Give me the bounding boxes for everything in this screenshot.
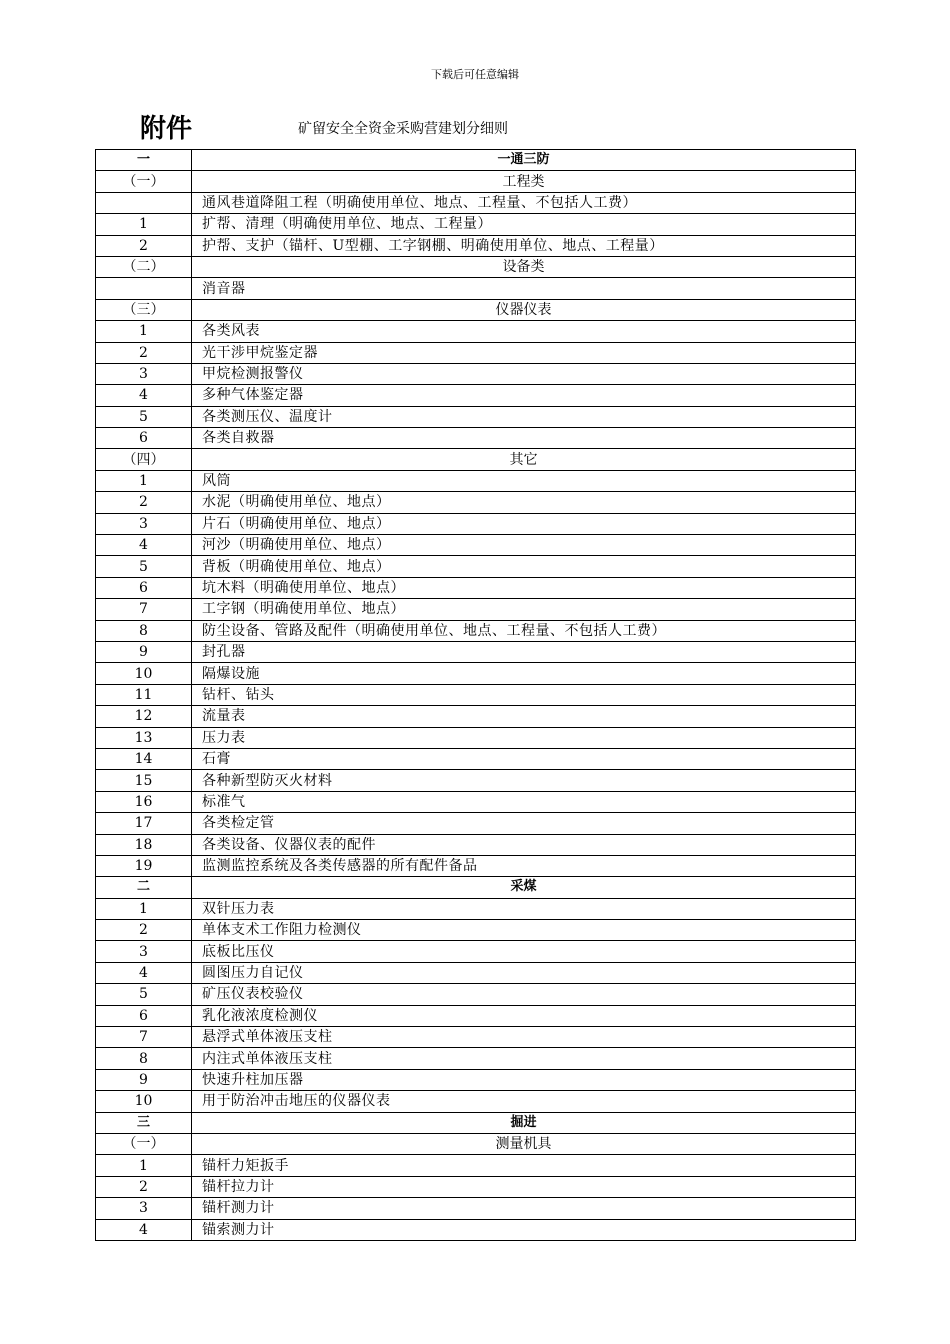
row-item-name: 背板（明确使用单位、地点） [192, 556, 856, 577]
row-number: 4 [96, 962, 192, 983]
row-number: 6 [96, 1005, 192, 1026]
row-category-name: 工程类 [192, 171, 856, 192]
table-row [96, 791, 856, 812]
row-number: 3 [96, 941, 192, 962]
row-number: 12 [96, 706, 192, 727]
row-number: 16 [96, 791, 192, 812]
row-number: （二） [96, 256, 192, 277]
row-item-name: 双针压力表 [192, 898, 856, 919]
row-number: 6 [96, 428, 192, 449]
row-number: 5 [96, 556, 192, 577]
row-category-name: 测量机具 [192, 1133, 856, 1154]
row-item-name: 封孔器 [192, 641, 856, 662]
table-row [96, 748, 856, 769]
row-number: 18 [96, 834, 192, 855]
row-item-name: 单体支术工作阻力检测仪 [192, 920, 856, 941]
table-row [96, 1005, 856, 1026]
table-row [96, 855, 856, 876]
row-number: （一） [96, 171, 192, 192]
table-row [96, 1027, 856, 1048]
table-row [96, 449, 856, 470]
table-row [96, 898, 856, 919]
row-item-name: 护帮、支护（锚杆、U型棚、工字钢棚、明确使用单位、地点、工程量） [192, 235, 856, 256]
row-number: 11 [96, 684, 192, 705]
row-number: 1 [96, 321, 192, 342]
row-item-name: 各类设备、仪器仪表的配件 [192, 834, 856, 855]
row-item-name: 快速升柱加压器 [192, 1069, 856, 1090]
row-category-name: 掘进 [192, 1112, 856, 1133]
table-row [96, 342, 856, 363]
row-number: 19 [96, 855, 192, 876]
row-number: 5 [96, 406, 192, 427]
table-row [96, 684, 856, 705]
row-number: 3 [96, 363, 192, 384]
row-number: 13 [96, 727, 192, 748]
table-row [96, 278, 856, 299]
row-number [96, 278, 192, 299]
table-row [96, 406, 856, 427]
table-row [96, 1176, 856, 1197]
row-number: 6 [96, 577, 192, 598]
row-item-name: 通风巷道降阻工程（明确使用单位、地点、工程量、不包括人工费） [192, 192, 856, 213]
row-item-name: 多种气体鉴定器 [192, 385, 856, 406]
row-category-name: 其它 [192, 449, 856, 470]
row-item-name: 乳化液浓度检测仪 [192, 1005, 856, 1026]
row-number: （四） [96, 449, 192, 470]
row-number: 4 [96, 385, 192, 406]
row-number: （一） [96, 1133, 192, 1154]
table-row [96, 470, 856, 491]
row-number: 10 [96, 663, 192, 684]
row-number: 3 [96, 1198, 192, 1219]
table-row [96, 577, 856, 598]
table-row [96, 256, 856, 277]
row-item-name: 锚杆拉力计 [192, 1176, 856, 1197]
row-item-name: 坑木料（明确使用单位、地点） [192, 577, 856, 598]
row-category-name: 一通三防 [192, 150, 856, 171]
table-row [96, 556, 856, 577]
row-item-name: 石膏 [192, 748, 856, 769]
table-row [96, 192, 856, 213]
table-row [96, 428, 856, 449]
row-item-name: 风筒 [192, 470, 856, 491]
row-number: 2 [96, 342, 192, 363]
table-row [96, 385, 856, 406]
row-number: 2 [96, 235, 192, 256]
budget-detail-table [95, 149, 856, 1241]
table-row [96, 770, 856, 791]
row-number: 7 [96, 599, 192, 620]
row-item-name: 矿压仪表校验仪 [192, 984, 856, 1005]
table-row [96, 641, 856, 662]
table-row [96, 1112, 856, 1133]
row-item-name: 锚杆测力计 [192, 1198, 856, 1219]
row-number: （三） [96, 299, 192, 320]
row-number: 一 [96, 150, 192, 171]
row-category-name: 设备类 [192, 256, 856, 277]
row-item-name: 各类风表 [192, 321, 856, 342]
table-row [96, 535, 856, 556]
row-item-name: 内注式单体液压支柱 [192, 1048, 856, 1069]
row-item-name: 压力表 [192, 727, 856, 748]
table-row [96, 235, 856, 256]
row-category-name: 采煤 [192, 877, 856, 898]
table-row [96, 1133, 856, 1154]
row-number: 9 [96, 1069, 192, 1090]
row-number: 15 [96, 770, 192, 791]
row-number: 4 [96, 535, 192, 556]
header-note: 下载后可任意编辑 [431, 68, 519, 81]
row-number: 8 [96, 1048, 192, 1069]
row-number: 3 [96, 513, 192, 534]
row-item-name: 锚索测力计 [192, 1219, 856, 1240]
row-number: 9 [96, 641, 192, 662]
row-number: 14 [96, 748, 192, 769]
table-row [96, 1069, 856, 1090]
row-item-name: 甲烷检测报警仪 [192, 363, 856, 384]
row-item-name: 钻杆、钻头 [192, 684, 856, 705]
row-number: 8 [96, 620, 192, 641]
table-row [96, 620, 856, 641]
row-item-name: 光干涉甲烷鉴定器 [192, 342, 856, 363]
row-item-name: 流量表 [192, 706, 856, 727]
row-number: 4 [96, 1219, 192, 1240]
row-item-name: 底板比压仪 [192, 941, 856, 962]
table-row [96, 513, 856, 534]
table-row [96, 1198, 856, 1219]
row-item-name: 圆图压力自记仪 [192, 962, 856, 983]
row-number: 1 [96, 214, 192, 235]
row-item-name: 水泥（明确使用单位、地点） [192, 492, 856, 513]
table-row [96, 150, 856, 171]
row-number: 1 [96, 470, 192, 491]
table-row [96, 363, 856, 384]
row-item-name: 工字钢（明确使用单位、地点） [192, 599, 856, 620]
table-row [96, 920, 856, 941]
row-number: 三 [96, 1112, 192, 1133]
row-item-name: 标准气 [192, 791, 856, 812]
row-number: 10 [96, 1091, 192, 1112]
row-number: 1 [96, 898, 192, 919]
row-number: 1 [96, 1155, 192, 1176]
row-number: 17 [96, 813, 192, 834]
table-row [96, 663, 856, 684]
row-item-name: 扩帮、清理（明确使用单位、地点、工程量） [192, 214, 856, 235]
row-item-name: 各类检定管 [192, 813, 856, 834]
row-number: 2 [96, 492, 192, 513]
table-row [96, 1155, 856, 1176]
row-category-name: 仪器仪表 [192, 299, 856, 320]
row-item-name: 悬浮式单体液压支柱 [192, 1027, 856, 1048]
table-row [96, 962, 856, 983]
row-number: 二 [96, 877, 192, 898]
table-row [96, 214, 856, 235]
table-row [96, 706, 856, 727]
table-row [96, 1091, 856, 1112]
table-row [96, 599, 856, 620]
table-row [96, 941, 856, 962]
table-row [96, 1219, 856, 1240]
row-item-name: 锚杆力矩扳手 [192, 1155, 856, 1176]
row-number: 2 [96, 1176, 192, 1197]
row-item-name: 各种新型防灭火材料 [192, 770, 856, 791]
row-item-name: 用于防治冲击地压的仪器仪表 [192, 1091, 856, 1112]
row-number: 5 [96, 984, 192, 1005]
table-row [96, 1048, 856, 1069]
row-item-name: 各类自救器 [192, 428, 856, 449]
row-number: 2 [96, 920, 192, 941]
row-item-name: 各类测压仪、温度计 [192, 406, 856, 427]
table-row [96, 877, 856, 898]
row-item-name: 消音器 [192, 278, 856, 299]
document-title: 矿留安全全资金采购营建划分细则 [298, 121, 508, 137]
table-body [96, 150, 856, 1241]
row-number: 7 [96, 1027, 192, 1048]
row-item-name: 防尘设备、管路及配件（明确使用单位、地点、工程量、不包括人工费） [192, 620, 856, 641]
table-row [96, 727, 856, 748]
row-item-name: 监测监控系统及各类传感器的所有配件备品 [192, 855, 856, 876]
row-item-name: 隔爆设施 [192, 663, 856, 684]
table-row [96, 984, 856, 1005]
table-row [96, 321, 856, 342]
row-item-name: 片石（明确使用单位、地点） [192, 513, 856, 534]
table-row [96, 813, 856, 834]
table-row [96, 299, 856, 320]
table-row [96, 834, 856, 855]
table-row [96, 492, 856, 513]
row-number [96, 192, 192, 213]
row-item-name: 河沙（明确使用单位、地点） [192, 535, 856, 556]
attachment-label: 附件 [140, 114, 193, 144]
table-row [96, 171, 856, 192]
